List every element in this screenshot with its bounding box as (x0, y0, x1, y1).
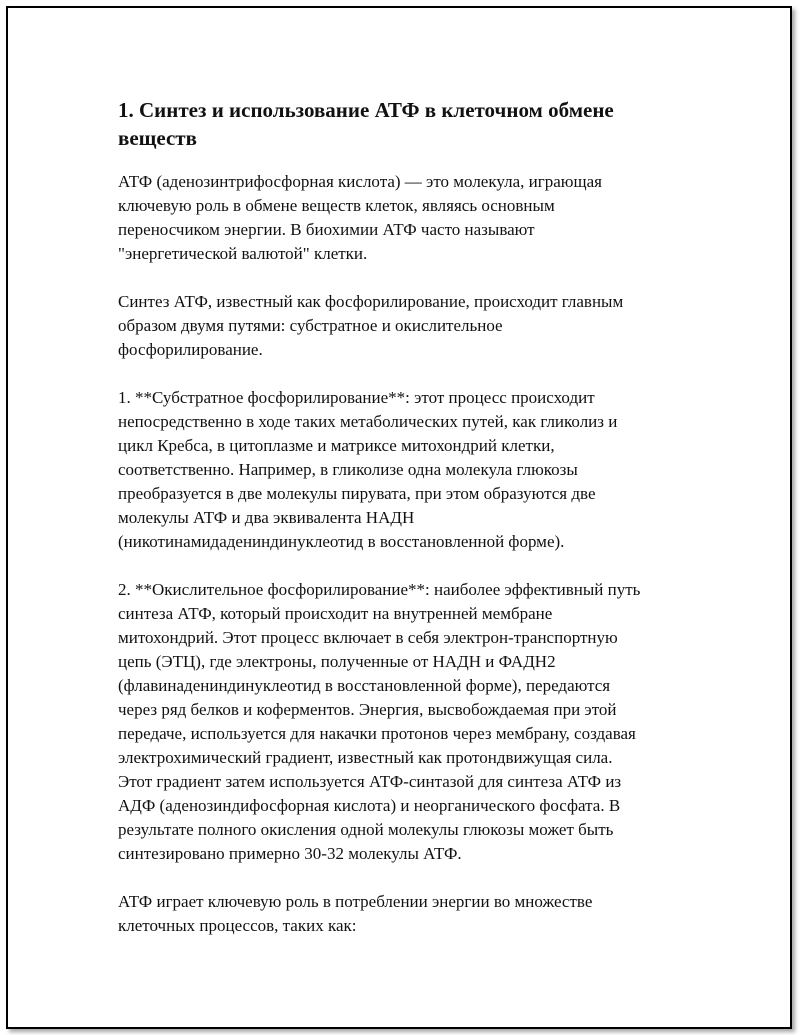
section-title: 1. Синтез и использование АТФ в клеточном обмене веществ (118, 98, 614, 150)
paragraph-intro: АТФ (аденозинтрифосфорная кислота) — это молекула, играющая ключевую роль в обмене веществ клеток, являясь основным переносчиком энергии. В биохимии АТФ часто называют "энергетической валютой" клетки. (118, 172, 602, 263)
paragraph-substrate-phosphorylation: 1. **Субстратное фосфорилирование**: этот процесс происходит непосредственно в ходе таких метаболических путей, как гликолиз и цикл Кребса, в цитоплазме и матриксе митохондрий клетки, соответственно. Например, в гликолизе одна молекула глюкозы преобразуется в две молекулы пирувата, при этом образуются две молекулы АТФ и два эквивалента НАДН (никотинамидадениндинуклеотид в восстановленной форме). (118, 388, 618, 551)
paragraph-synthesis: Синтез АТФ, известный как фосфорилирование, происходит главным образом двумя путями: субстратное и окислительное фосфорилирование. (118, 292, 624, 359)
paragraph-energy-usage: АТФ играет ключевую роль в потреблении энергии во множестве клеточных процессов, таких как: (118, 892, 593, 935)
paragraph-oxidative-phosphorylation: 2. **Окислительное фосфорилирование**: наиболее эффективный путь синтеза АТФ, который происходит на внутренней мембране митохондрий. Этот процесс включает в себя электрон-транспортную цепь (ЭТЦ), где электроны, полученные от НАДН и ФАДН2 (флавинадениндинуклеотид в восстановленной форме), передаются через ряд белков и коферментов. Энергия, высвобождаемая при этой передаче, используется для накачки протонов через мембрану, создавая электрохимический градиент, известный как протондвижущая сила. Этот градиент затем используется АТФ-синтазой для синтеза АТФ из АДФ (аденозиндифосфорная кислота) и неорганического фосфата. В результате полного окисления одной молекулы глюкозы может быть синтезировано примерно 30-32 молекулы АТФ. (118, 580, 641, 863)
document-body (118, 96, 690, 962)
